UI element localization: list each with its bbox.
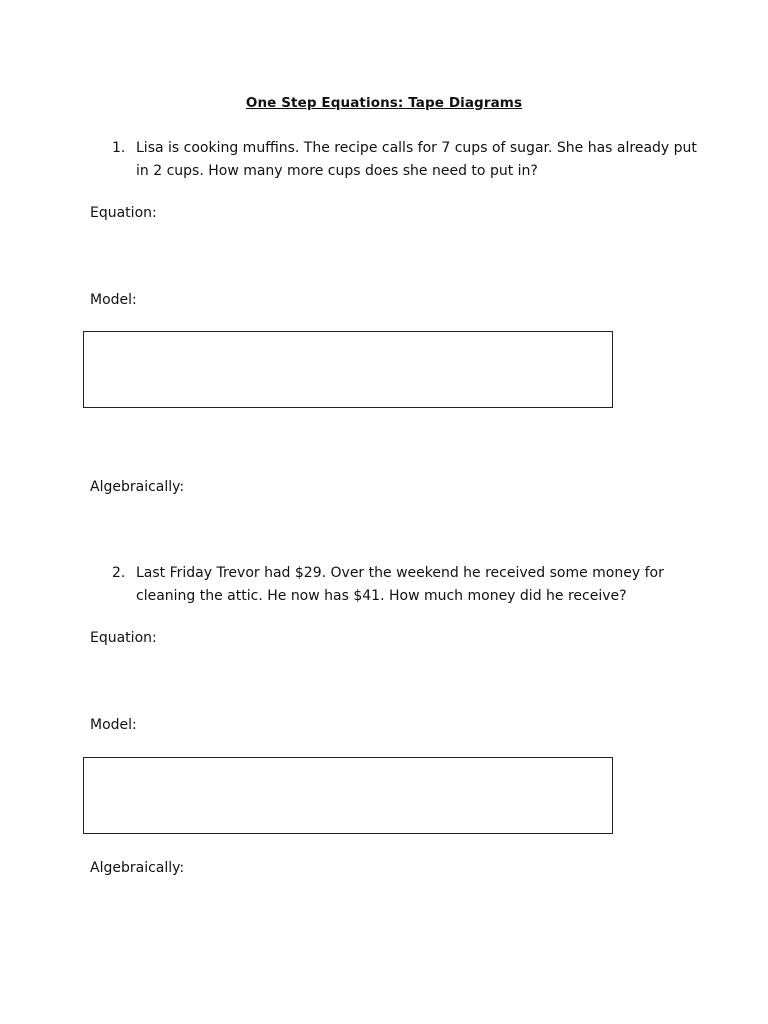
equation-label: Equation: (90, 630, 157, 646)
algebraically-label: Algebraically: (90, 860, 185, 876)
model-box (83, 757, 613, 834)
question-1 (112, 137, 702, 183)
worksheet-title: One Step Equations: Tape Diagrams (245, 95, 523, 111)
question-number: 2. (112, 565, 126, 581)
algebraically-label: Algebraically: (90, 479, 185, 495)
model-label: Model: (90, 292, 137, 308)
model-label: Model: (90, 717, 137, 733)
question-text: Lisa is cooking muffins. The recipe calls for 7 cups of sugar. She has already put in 2 cups. How many more cups does she need to put in? (136, 140, 697, 179)
question-2 (112, 562, 702, 608)
equation-label: Equation: (90, 205, 157, 221)
model-box (83, 331, 613, 408)
question-text: Last Friday Trevor had $29. Over the weekend he received some money for cleaning the attic. He now has $41. How much money did he receive? (136, 565, 664, 604)
question-number: 1. (112, 140, 126, 156)
